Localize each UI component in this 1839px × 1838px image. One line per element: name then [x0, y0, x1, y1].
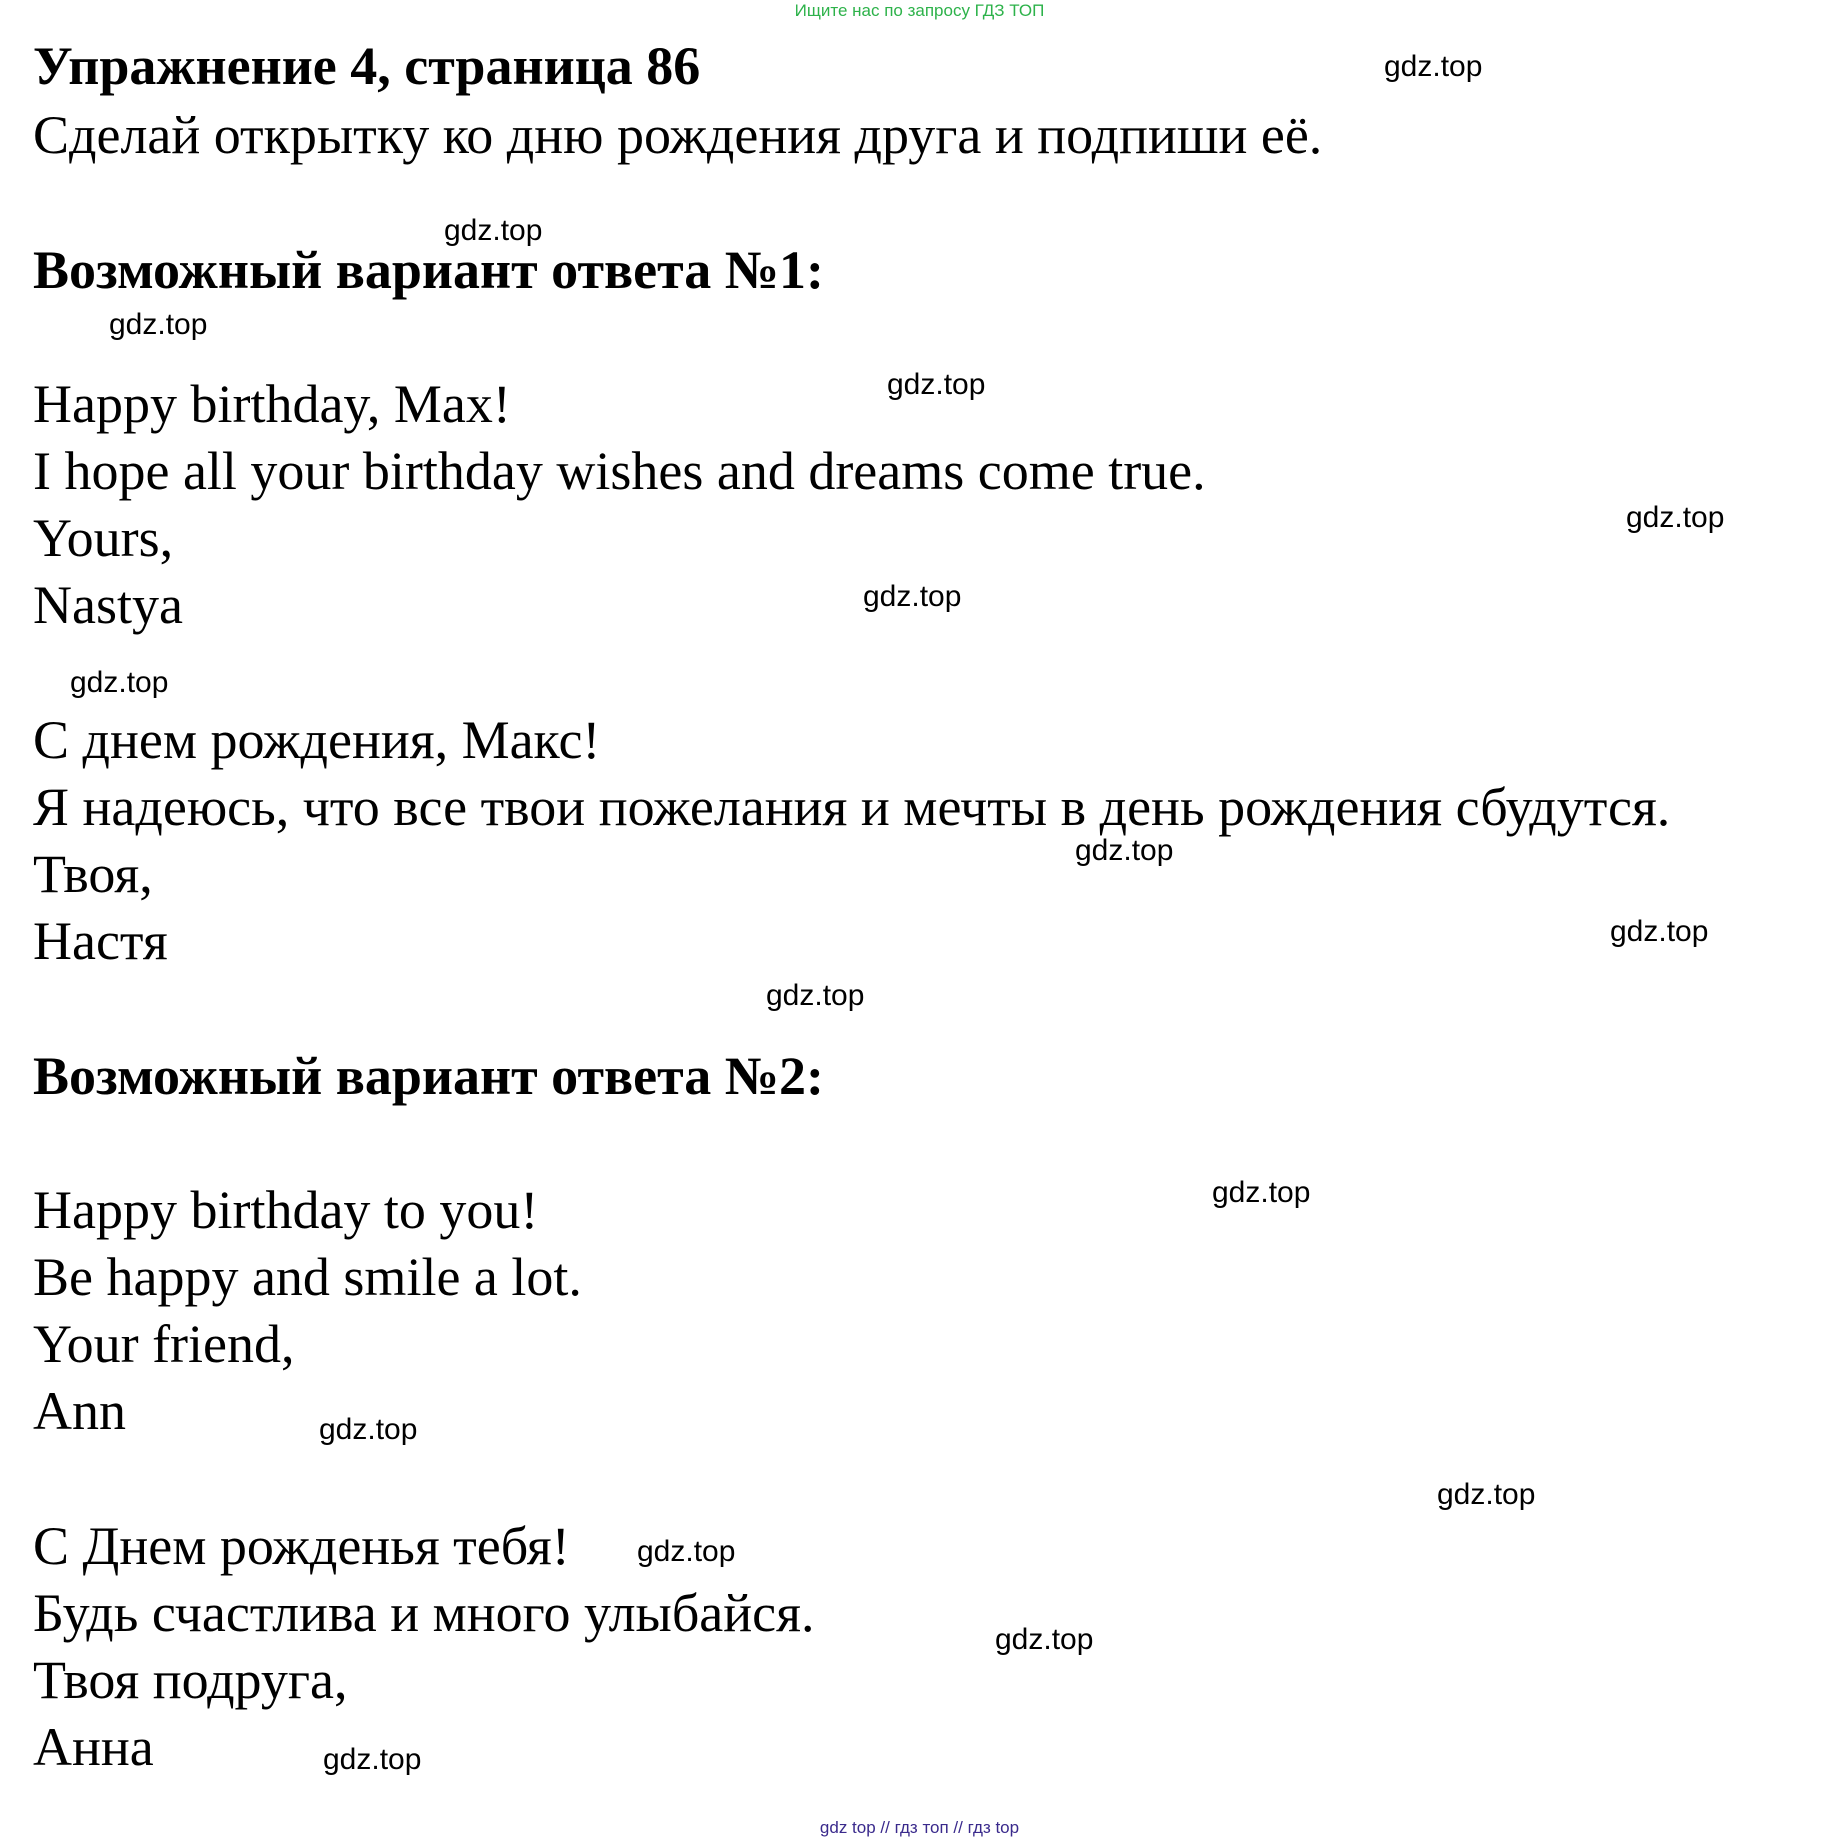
- variant1-russian-line-2: Я надеюсь, что все твои пожелания и мечты в день рождения сбудутся.: [33, 777, 1671, 837]
- variant1-russian-line-1: С днем рождения, Макс!: [33, 710, 601, 770]
- variant2-english-line-4: Ann: [33, 1381, 126, 1441]
- variant1-russian-line-4: Настя: [33, 911, 168, 971]
- watermark: gdz.top: [109, 308, 208, 341]
- watermark: gdz.top: [323, 1743, 422, 1776]
- variant2-english-line-2: Be happy and smile a lot.: [33, 1247, 582, 1307]
- variant2-russian-line-3: Твоя подруга,: [33, 1650, 348, 1710]
- variant2-russian-line-2: Будь счастлива и много улыбайся.: [33, 1583, 815, 1643]
- variant1-russian-line-3: Твоя,: [33, 844, 153, 904]
- task-text: Сделай открытку ко дню рождения друга и подпиши её.: [33, 105, 1323, 165]
- variant1-english-line-1: Happy birthday, Max!: [33, 374, 511, 434]
- watermark: gdz.top: [637, 1535, 736, 1568]
- watermark: gdz.top: [766, 979, 865, 1012]
- variant1-heading: Возможный вариант ответа №1:: [33, 240, 825, 300]
- watermark: gdz.top: [1437, 1478, 1536, 1511]
- variant2-russian-line-4: Анна: [33, 1717, 154, 1777]
- watermark: gdz.top: [887, 368, 986, 401]
- watermark: gdz.top: [1610, 915, 1709, 948]
- variant1-english-line-4: Nastya: [33, 575, 183, 635]
- variant1-english-line-2: I hope all your birthday wishes and dreams come true.: [33, 441, 1206, 501]
- watermark: gdz.top: [1626, 501, 1725, 534]
- watermark: gdz.top: [319, 1413, 418, 1446]
- page-title: Упражнение 4, страница 86: [33, 36, 701, 96]
- watermark: gdz.top: [995, 1623, 1094, 1656]
- watermark: gdz.top: [1075, 834, 1174, 867]
- top-banner: Ищите нас по запросу ГДЗ ТОП: [794, 1, 1045, 20]
- variant2-russian-line-1: С Днем рожденья тебя!: [33, 1516, 570, 1576]
- watermark: gdz.top: [444, 214, 543, 247]
- bottom-banner: gdz top // гдз топ // гдз top: [819, 1818, 1020, 1837]
- watermark: gdz.top: [1384, 50, 1483, 83]
- variant1-english-line-3: Yours,: [33, 508, 174, 568]
- variant2-english-line-3: Your friend,: [33, 1314, 295, 1374]
- variant2-heading: Возможный вариант ответа №2:: [33, 1046, 825, 1106]
- variant2-english-line-1: Happy birthday to you!: [33, 1180, 539, 1240]
- watermark: gdz.top: [1212, 1176, 1311, 1209]
- watermark: gdz.top: [70, 666, 169, 699]
- watermark: gdz.top: [863, 580, 962, 613]
